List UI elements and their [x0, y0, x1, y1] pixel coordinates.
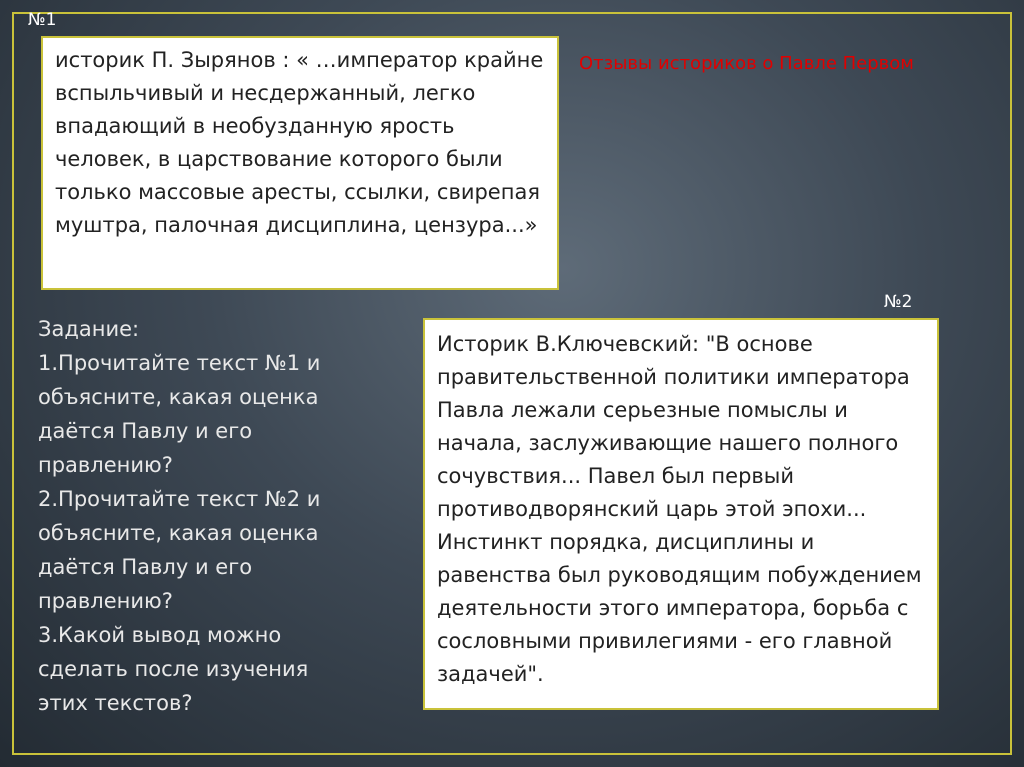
task-item-3: 3.Какой вывод можно сделать после изучения этих текстов? [38, 623, 309, 715]
label-number-2: №2 [884, 292, 913, 312]
quote-box-1 [41, 36, 559, 290]
quote-text-1: историк П. Зырянов : « …император крайне вспыльчивый и несдержанный, легко впадающий в необузданную ярость человек, в царствование которого были только массовые аресты, ссылки, свирепая муштра, палочная дисциплина, цензура...» [55, 48, 544, 237]
quote-text-2: Историк В.Ключевский: "В основе правительственной политики императора Павла лежали серьезные помыслы и начала, заслуживающие нашего полного сочувствия... Павел был первый противодворянский царь этой эпохи... Инстинкт порядка, дисциплины и равенства был руководящим побуждением деятельности этого императора, борьба с сословными привилегиями - его главной задачей". [437, 332, 922, 686]
slide-title: Отзывы историков о Павле Первом [579, 53, 914, 74]
task-heading: Задание: [38, 317, 140, 341]
task-block [38, 312, 358, 720]
task-item-1: 1.Прочитайте текст №1 и объясните, какая оценка даётся Павлу и его правлению? [38, 351, 321, 477]
label-number-1: №1 [28, 10, 57, 30]
quote-box-2 [423, 318, 939, 710]
task-item-2: 2.Прочитайте текст №2 и объясните, какая оценка даётся Павлу и его правлению? [38, 487, 321, 613]
